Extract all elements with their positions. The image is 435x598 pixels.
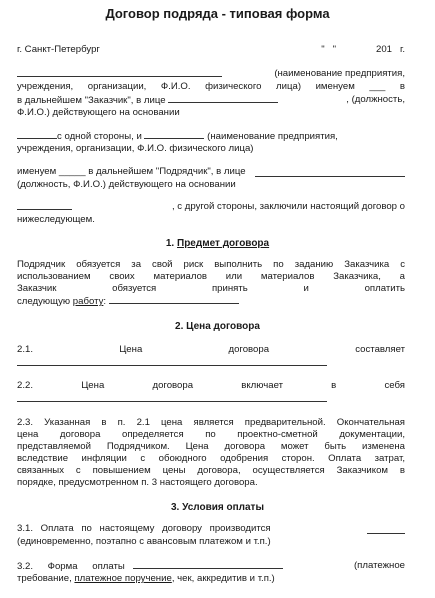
payment-order-link[interactable]: платежное поручение bbox=[74, 573, 172, 584]
clause-2-3-line-3: представляемой Подрядчиком. Цена договора может быть изменена bbox=[17, 441, 405, 452]
clause-3-2: 3.2. Форма оплаты (платежное bbox=[17, 560, 405, 572]
blank-line bbox=[255, 168, 405, 177]
blank-line bbox=[17, 68, 222, 77]
clause-2-2: 2.2. Цена договора включает в себя bbox=[17, 380, 405, 391]
clause-2-1-blank bbox=[17, 357, 405, 370]
clause-2-1: 2.1. Цена договора составляет bbox=[17, 344, 405, 355]
s1-line-1: Подрядчик обязуется за свой риск выполнить по заданию Заказчика с bbox=[17, 259, 405, 270]
section-2-heading: 2. Цена договора bbox=[175, 321, 260, 332]
blank-line bbox=[17, 357, 327, 366]
preamble-line-3: в дальнейшем "Заказчик", в лице , (должность, bbox=[17, 94, 405, 106]
preamble-line-10: нижеследующем. bbox=[17, 214, 95, 225]
blank-line bbox=[133, 560, 283, 569]
clause-2-3-line-1: 2.3. Указанная в п. 2.1 цена является предварительной. Окончательная bbox=[17, 417, 405, 428]
clause-3-2-note: требование, платежное поручение, чек, аккредитив и т.п.) bbox=[17, 573, 275, 584]
city-label: г. Санкт-Петербург bbox=[17, 44, 100, 55]
clause-2-3-line-5: связанных с повышением цены договора, осуществляется Заказчиком в bbox=[17, 465, 405, 476]
s1-line-2: использованием своих материалов или материалов Заказчика, а bbox=[17, 271, 405, 282]
clause-3-1-note: (единовременно, поэтапно с авансовым платежом и т.п.) bbox=[17, 536, 271, 547]
blank-line bbox=[144, 130, 204, 139]
clause-2-2-blank bbox=[17, 393, 405, 406]
blank-line bbox=[367, 525, 405, 534]
blank-line bbox=[168, 94, 278, 103]
preamble-line-4: Ф.И.О.) действующего на основании bbox=[17, 107, 180, 118]
preamble-line-9: , с другой стороны, заключили настоящий договор о bbox=[17, 201, 405, 214]
blank-line bbox=[17, 393, 327, 402]
preamble-line-6: учреждения, организации, Ф.И.О. физического лица) bbox=[17, 143, 254, 154]
s1-line-3: Заказчик обязуется принять и оплатить bbox=[17, 283, 405, 294]
s1-line-4: следующую работу: bbox=[17, 295, 405, 308]
section-1-heading: 1. Предмет договора bbox=[165, 238, 270, 249]
section-3-heading: 3. Условия оплаты bbox=[170, 502, 264, 513]
preamble-line-2: учреждения, организации, Ф.И.О. физического лица) именуем ___ в bbox=[17, 81, 405, 92]
clause-2-3-line-4: вследствие инфляции с обоюдного одобрения сторон. Оплата затрат, bbox=[17, 453, 405, 464]
date-field: " " 201 г. bbox=[321, 44, 405, 55]
blank-line bbox=[17, 201, 72, 210]
clause-2-3-line-2: цена договора определяется по проектно-сметной документации, bbox=[17, 429, 405, 440]
work-link[interactable]: работу bbox=[72, 296, 104, 307]
preamble-line-7: именуем _____ в дальнейшем "Подрядчик", в лице bbox=[17, 166, 405, 178]
preamble-line-5: с одной стороны, и (наименование предприятия, bbox=[17, 130, 405, 143]
clause-3-1: 3.1. Оплата по настоящему договору производится bbox=[17, 523, 405, 535]
blank-line bbox=[17, 130, 57, 139]
preamble-line-1: (наименование предприятия, bbox=[17, 68, 405, 81]
blank-line bbox=[109, 295, 239, 304]
place-date-row bbox=[17, 44, 405, 56]
preamble-line-8: (должность, Ф.И.О.) действующего на основании bbox=[17, 179, 236, 190]
document-title: Договор подряда - типовая форма bbox=[105, 6, 330, 21]
clause-2-3-line-6: порядке, предусмотренном п. 3 настоящего договора. bbox=[17, 477, 258, 488]
